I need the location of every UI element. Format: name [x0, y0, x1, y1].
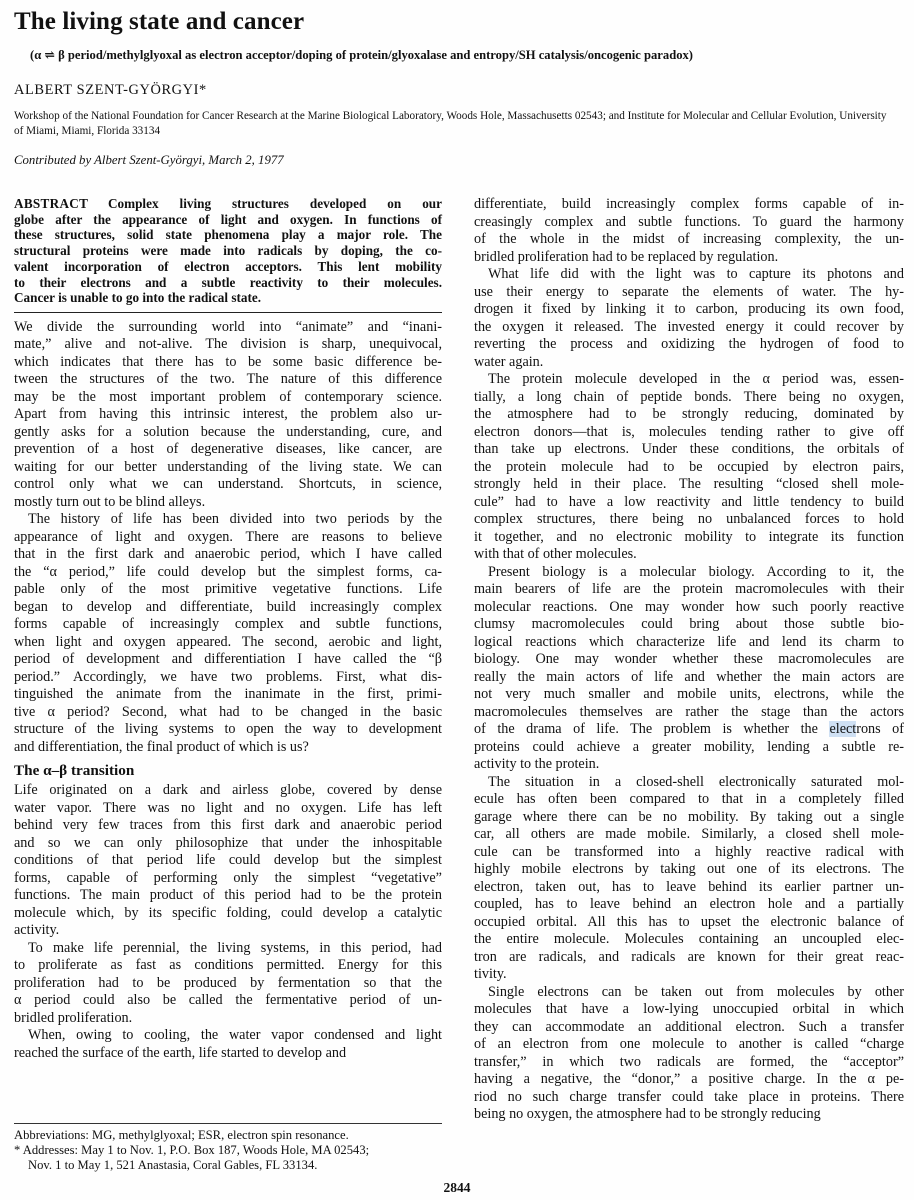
text-line: complex structures, there being no unbalanced forces to hold: [474, 511, 904, 527]
alpha-beta-section: [14, 782, 442, 1062]
text-line: when light and oxygen appeared. The second, aerobic and light,: [14, 633, 442, 650]
paragraph: [14, 940, 442, 1028]
text-line: To make life perennial, the living systems, in this period, had: [28, 939, 442, 956]
text-line: they can accommodate an additional electron. Such a transfer: [474, 1018, 904, 1035]
text-line: period.” Accordingly, we have two problems. First, what dis-: [14, 668, 442, 685]
text-line: forms, capable of performing only the simplest “vegetative”: [14, 869, 442, 886]
text-line: bridled proliferation had to be replaced by regulation.: [474, 248, 779, 265]
text-line: highly mobile electrons by taking out one of its electrons. The: [474, 861, 904, 877]
page-number: 2844: [443, 1180, 471, 1195]
text-line: really the main actors of life and whether the main actors are: [474, 668, 904, 685]
text-line: tivity.: [474, 966, 507, 982]
text-line: garage where there can be no mobility. By taking out a single: [474, 808, 904, 825]
text-line: macromolecules themselves are rather the stage than the actors: [474, 703, 904, 720]
text-line: to proliferate as fast as conditions permitted. Energy for this: [14, 957, 442, 974]
article-keywords: (α ⇌ β period/methylglyoxal as electron acceptor/doping of protein/glyoxalase and entropy/SH catalysis/oncogenic paradox): [30, 48, 693, 62]
text-line: valent incorporation of electron acceptors. This lent mobility: [14, 258, 442, 274]
text-line: activity.: [14, 922, 60, 939]
text-line: molecule which, by its specific folding, could develop a catalytic: [14, 904, 442, 921]
text-line: gently asks for a solution because the understanding, cure, and: [14, 423, 442, 440]
text-line: appearance of light and oxygen. There are reasons to believe: [14, 528, 442, 545]
paragraph: [474, 266, 904, 371]
text-line: The protein molecule developed in the α period was, essen-: [488, 371, 904, 387]
text-line: began to develop and differentiate, build increasingly complex: [14, 598, 442, 615]
footnotes: [14, 1123, 442, 1173]
text-line: molecular reactions. One may wonder how such poorly reactive: [474, 598, 904, 615]
text-line: structural proteins were made into radicals by doping, the co-: [14, 243, 442, 259]
contributed-by: Contributed by Albert Szent-Györgyi, March 2, 1977: [14, 153, 284, 167]
text-line: drogen it fixed by linking it to carbon, producing its own food,: [474, 301, 904, 317]
text-line: cule” had to have a low reactivity and little tendency to build: [474, 493, 904, 510]
text-line: than take up electrons. Under these conditions, the orbitals of: [474, 441, 904, 457]
intro-section: [14, 319, 442, 757]
text-line: it together, and no electronic mobility to integrate its function: [474, 528, 904, 545]
text-line: these structures, solid state phenomena play a major role. The: [14, 227, 442, 243]
paragraph: [474, 196, 904, 266]
text-line: Life originated on a dark and airless globe, covered by dense: [14, 782, 442, 799]
text-line: clumsy macromolecules could bring about those subtle bio-: [474, 616, 904, 632]
text-line: Single electrons can be taken out from molecules by other: [488, 983, 904, 1000]
text-line: When, owing to cooling, the water vapor condensed and light: [28, 1027, 442, 1044]
text-line: biology. One may wonder whether these macromolecules are: [474, 651, 904, 667]
footnote-line: Nov. 1 to May 1, 521 Anastasia, Coral Gables, FL 33134.: [28, 1158, 318, 1172]
text-line: water vapor. There was no light and no oxygen. Life has left: [14, 799, 442, 816]
text-line: pable only of the most primitive vegetative functions. Life: [14, 581, 442, 598]
text-line: reverting the process and oxidizing the hydrogen of food to: [474, 336, 904, 352]
text-line: ecule has often been compared to that in a completely filled: [474, 791, 904, 807]
text-line: and so we can only philosophize that under the inhospitable: [14, 834, 442, 851]
text-line: cule can be transformed into a highly reactive radical with: [474, 843, 904, 860]
text-line: and differentiation, the final product of which is us?: [14, 738, 309, 755]
text-line: tron are radicals, and radicals are known for their great reac-: [474, 948, 904, 965]
text-line: transfer,” in which two radicals are formed, the “acceptor”: [474, 1053, 904, 1070]
text-line: period of development and differentiation I have called the “β: [14, 651, 442, 668]
text-line: coupled, has to leave behind an electron hole and a partially: [474, 896, 904, 912]
section-heading: The α–β transition: [14, 762, 135, 780]
paragraph: [14, 511, 442, 756]
text-line: use their energy to separate the elements of water. The hy-: [474, 283, 904, 300]
text-line: the entire molecule. Molecules containing an uncoupled elec-: [474, 931, 904, 947]
text-line: structure of the living systems to open the way to development: [14, 721, 442, 738]
text-line: prevention of a host of degenerative diseases, like cancer, are: [14, 441, 442, 458]
abstract: [14, 196, 442, 313]
article-title: The living state and cancer: [14, 8, 305, 35]
text-line: logical reactions which characterize life and lend its charm to: [474, 633, 904, 650]
text-line: strongly held in their place. The resulting “closed shell mole-: [474, 476, 904, 492]
text-line: behind very few traces from this first dark and anaerobic period: [14, 817, 442, 834]
text-line: control only what we can understand. Shortcuts, in science,: [14, 476, 442, 493]
text-line: conditions of that period life could develop but the simplest: [14, 852, 442, 869]
text-line: proliferation had to be produced by fermentation so that the: [14, 974, 442, 991]
text-line: tinguished the animate from the inanimate in the first, primi-: [14, 686, 442, 703]
text-line: electron, taken out, has to leave behind its earlier partner un-: [474, 878, 904, 895]
paragraph: [474, 984, 904, 1124]
abstract-label: ABSTRACT: [14, 196, 89, 211]
text-line: waiting for our better understanding of the living state. We can: [14, 458, 442, 475]
text-line: globe after the appearance of light and oxygen. In functions of: [14, 211, 442, 227]
text-line: molecules that have a low-lying unoccupied orbital in which: [474, 1001, 904, 1017]
text-selection[interactable]: elect: [829, 721, 857, 737]
text-line: the atmosphere had to be strongly reducing, dominated by: [474, 406, 904, 422]
paragraph: [474, 371, 904, 564]
paragraph: [14, 1027, 442, 1062]
text-line: Present biology is a molecular biology. According to it, the: [488, 563, 904, 580]
text-line: to their electrons and a subtle reactivity to their molecules.: [14, 274, 442, 290]
text-line: The history of life has been divided into two periods by the: [28, 511, 442, 528]
text-line: having a negative, the “donor,” a positive charge. In the α pe-: [474, 1071, 904, 1087]
text-line: functions. The main product of this period had to be the protein: [14, 887, 442, 904]
text-line: riod no such charge transfer could take place in proteins. There: [474, 1088, 904, 1105]
text-line: proteins could achieve a greater mobility, lending a subtle re-: [474, 738, 904, 755]
footnote-line: * Addresses: May 1 to Nov. 1, P.O. Box 187, Woods Hole, MA 02543;: [14, 1143, 370, 1157]
text-line: car, all others are made mobile. Similarly, a closed shell mole-: [474, 826, 904, 842]
text-line: being no oxygen, the atmosphere had to be strongly reducing: [474, 1106, 821, 1122]
text-line: mostly turn out to be blind alleys.: [14, 493, 206, 510]
text-line: of the drama of life. The problem is whether the electrons of: [474, 721, 904, 737]
text-line: with that of other molecules.: [474, 546, 637, 562]
text-line: occupied orbital. All this has to upset the electronic balance of: [474, 913, 904, 930]
text-line: tween the structures of the two. The nature of this difference: [14, 371, 442, 388]
text-line: may be the most important problem of contemporary science.: [14, 388, 442, 405]
text-line: which indicates that there has to be some basic difference be-: [14, 353, 442, 370]
text-line: of the whole in the midst of increasing complexity, the un-: [474, 231, 904, 247]
text-line: of an electron from one molecule to another is called “charge: [474, 1036, 904, 1052]
text-line: α period could also be called the fermentative period of un-: [14, 992, 442, 1009]
text-line: differentiate, build increasingly complex forms capable of in-: [474, 196, 904, 212]
text-line: electron donors—that is, molecules tending rather to give off: [474, 423, 904, 440]
paragraph: [474, 564, 904, 774]
text-line: forms capable of increasingly complex and subtle functions,: [14, 616, 442, 633]
text-line: Cancer is unable to go into the radical state.: [14, 290, 262, 306]
left-column: [14, 196, 442, 1062]
text-line: the protein molecule had to be occupied by electron pairs,: [474, 458, 904, 475]
text-line: the oxygen it released. The invested energy it could recover by: [474, 318, 904, 335]
text-line: The situation in a closed-shell electronically saturated mol-: [488, 773, 904, 790]
text-line: mate,” alive and not-alive. The division is sharp, unequivocal,: [14, 336, 442, 353]
author-affiliation: Workshop of the National Foundation for Cancer Research at the Marine Biological Laboratory, Woods Hole, Massachusetts 02543; and Institute for Molecular and Cellular Evolution, University of Miami, Miami, Florida 33134: [14, 110, 887, 137]
text-line: that in the first dark and anaerobic period, which I have called: [14, 546, 442, 563]
abstract-text: Complex living structures developed on our: [108, 196, 442, 211]
text-line: creasingly complex and subtle functions. To guard the harmony: [474, 213, 904, 230]
text-line: What life did with the light was to capture its photons and: [488, 266, 904, 282]
text-line: [14, 196, 442, 212]
text-line: the “α period,” life could develop but the simplest forms, ca-: [14, 563, 442, 580]
text-line: Apart from having this intrinsic interest, the problem also ur-: [14, 406, 442, 423]
text-line: main bearers of life are the protein macromolecules with their: [474, 581, 904, 597]
paragraph: [14, 782, 442, 940]
text-line: bridled proliferation.: [14, 1009, 133, 1026]
paragraph: [14, 319, 442, 512]
paragraph: [474, 774, 904, 984]
text-line: water again.: [474, 353, 544, 370]
right-column: [474, 196, 904, 1124]
text-line: tive α period? Second, what had to be changed in the basic: [14, 703, 442, 720]
text-line: not very much smaller and mobile units, electrons, while the: [474, 686, 904, 702]
text-line: We divide the surrounding world into “animate” and “inani-: [14, 318, 442, 335]
text-line: reached the surface of the earth, life started to develop and: [14, 1044, 347, 1061]
author-name: ALBERT SZENT-GYÖRGYI*: [14, 82, 207, 98]
text-line: tially, a long chain of peptide bonds. There being no oxygen,: [474, 388, 904, 405]
footnote-line: Abbreviations: MG, methylglyoxal; ESR, electron spin resonance.: [14, 1128, 349, 1142]
text-line: activity to the protein.: [474, 756, 600, 772]
